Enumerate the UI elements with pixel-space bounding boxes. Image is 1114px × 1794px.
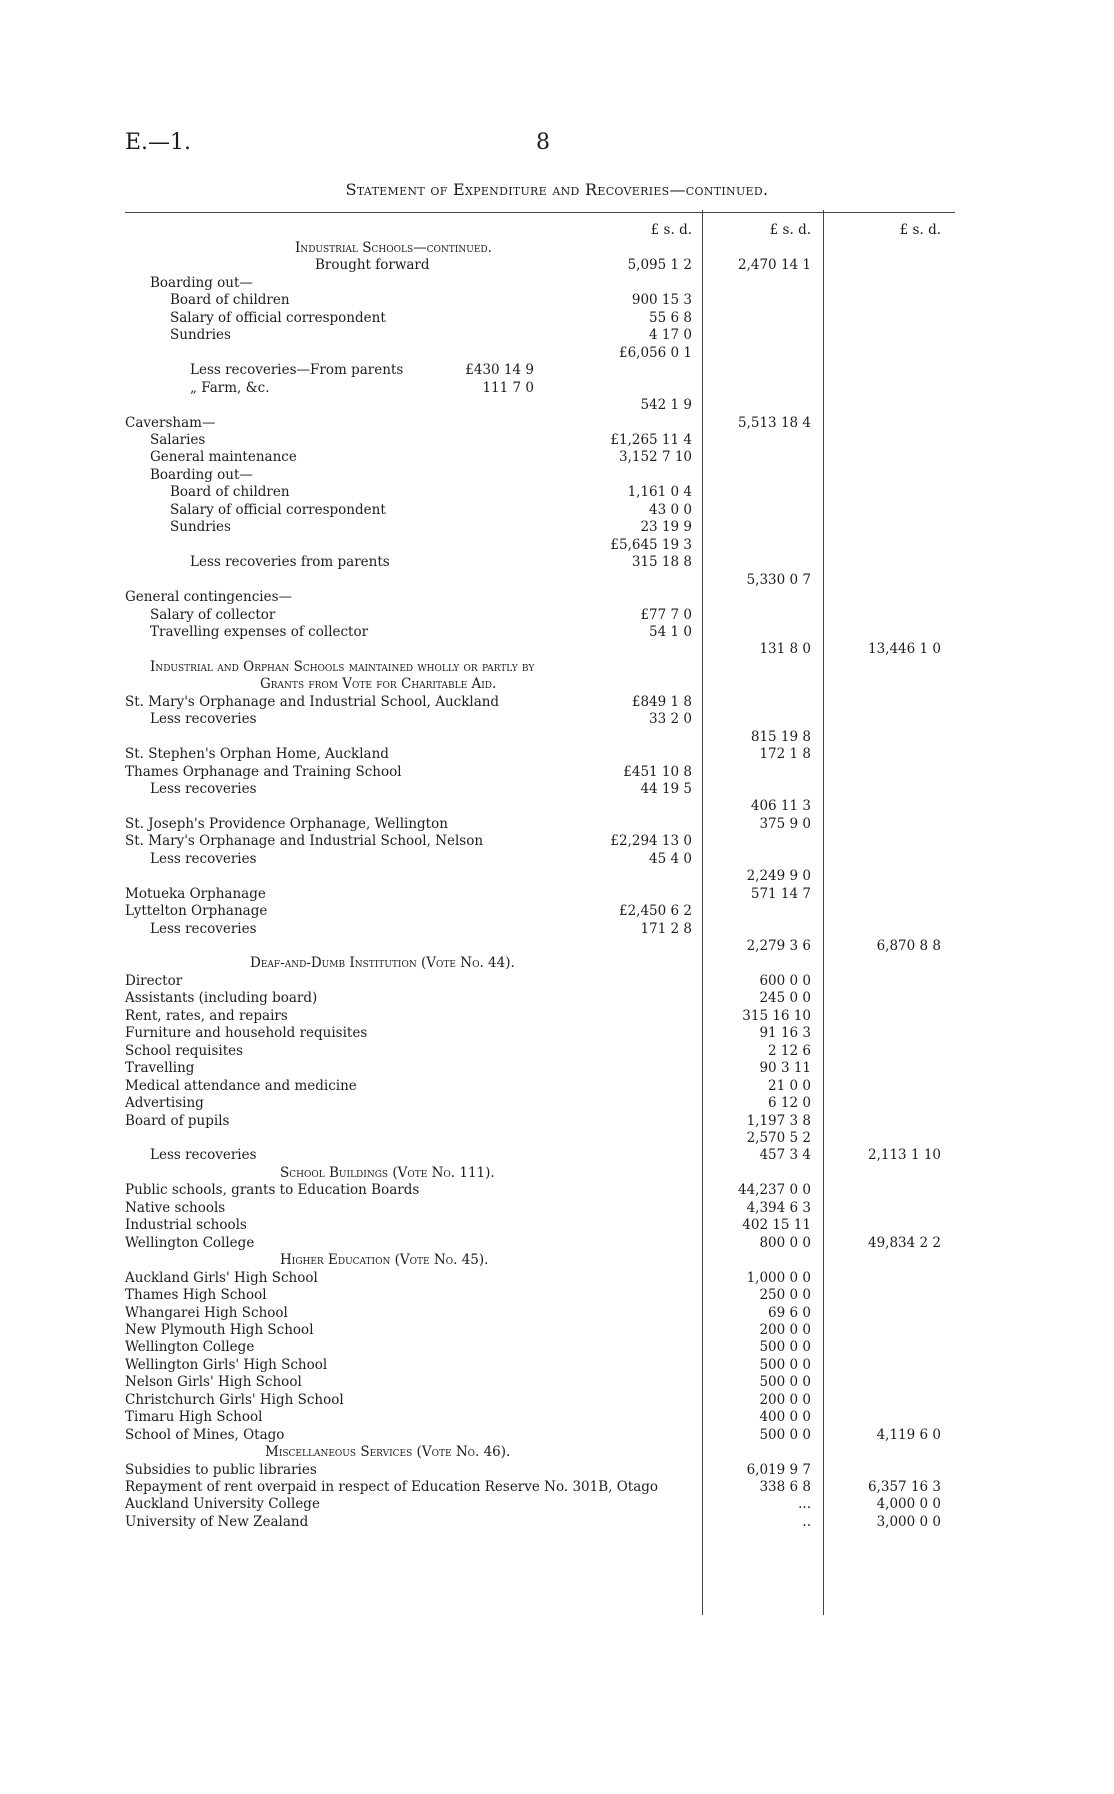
- row-label: „ Farm, &c.: [190, 379, 270, 396]
- table-row: [0, 1182, 1114, 1199]
- page-number: 8: [536, 130, 550, 155]
- amount-col-1: 542 1 9: [640, 397, 692, 413]
- table-row: [0, 729, 1114, 746]
- currency-header-col-1: £ s. d.: [650, 222, 692, 238]
- table-row: [0, 1392, 1114, 1409]
- row-label: Board of children: [170, 292, 290, 309]
- table-row: [0, 240, 1114, 257]
- amount-col-1: 900 15 3: [631, 292, 692, 309]
- amount-col-1: £2,294 13 0: [610, 833, 692, 850]
- currency-header-col-2: £ s. d.: [769, 222, 811, 238]
- row-label: Salary of official correspondent: [170, 309, 386, 326]
- amount-col-1: £849 1 8: [631, 693, 692, 710]
- table-row: [0, 851, 1114, 868]
- table-row: [0, 1252, 1114, 1269]
- row-label: Advertising: [125, 1095, 204, 1111]
- table-row: [0, 990, 1114, 1007]
- table-row: [0, 886, 1114, 903]
- amount-col-2: 245 0 0: [759, 990, 811, 1007]
- amount-col-2: 90 3 11: [759, 1060, 811, 1077]
- row-label: Travelling: [125, 1060, 195, 1077]
- amount-col-1: 55 6 8: [649, 309, 692, 326]
- row-label: Wellington Girls' High School: [125, 1356, 328, 1373]
- table-row: [0, 659, 1114, 676]
- table-row: [0, 746, 1114, 763]
- table-row: [0, 257, 1114, 274]
- row-label: Nelson Girls' High School: [125, 1374, 302, 1391]
- table-row: [0, 833, 1114, 850]
- row-label: Public schools, grants to Education Boards: [125, 1182, 420, 1199]
- amount-col-2: 406 11 3: [750, 798, 811, 815]
- row-label: Less recoveries: [150, 780, 257, 797]
- amount-col-2: 21 0 0: [768, 1077, 811, 1094]
- amount-col-1: £77 7 0: [640, 606, 692, 623]
- row-label: New Plymouth High School: [125, 1321, 314, 1338]
- amount-col-2: 375 9 0: [759, 815, 811, 832]
- table-row: [0, 781, 1114, 798]
- row-label: Assistants (including board): [125, 990, 318, 1007]
- amount-col-2: 800 0 0: [759, 1234, 811, 1251]
- table-row: [0, 397, 1114, 414]
- amount-col-2: 2 12 6: [768, 1042, 811, 1059]
- row-label: St. Stephen's Orphan Home, Auckland: [125, 746, 389, 762]
- amount-col-3: 6,870 8 8: [876, 938, 941, 954]
- table-row: [0, 519, 1114, 536]
- row-label: St. Mary's Orphanage and Industrial School, Nelson: [125, 833, 484, 850]
- table-row: [0, 1008, 1114, 1025]
- row-label: Salary of official correspondent: [170, 501, 386, 518]
- amount-col-1: 43 0 0: [649, 501, 692, 518]
- amount-col-2: 2,570 5 2: [746, 1129, 811, 1146]
- table-row: [0, 449, 1114, 466]
- table-row: [0, 1374, 1114, 1391]
- amount-col-2: 2,249 9 0: [746, 868, 811, 885]
- row-label: Less recoveries—From parents: [190, 362, 404, 379]
- amount-col-2: 402 15 11: [742, 1217, 811, 1234]
- amount-col-2: 5,513 18 4: [738, 414, 811, 431]
- amount-col-1: 45 4 0: [649, 850, 692, 867]
- row-label: Director: [125, 972, 183, 989]
- amount-col-2: 815 19 8: [750, 728, 811, 745]
- row-label: Wellington College: [125, 1234, 255, 1251]
- table-row: [0, 572, 1114, 589]
- table-row: [0, 554, 1114, 571]
- row-label: Industrial schools: [125, 1217, 247, 1234]
- table-row: [0, 1427, 1114, 1444]
- amount-col-3: 4,119 6 0: [876, 1426, 941, 1443]
- table-row: [0, 1130, 1114, 1147]
- row-label: Brought forward: [315, 257, 430, 274]
- row-label: Board of children: [170, 484, 290, 501]
- row-label: School requisites: [125, 1042, 244, 1059]
- currency-header-col-3: £ s. d.: [899, 222, 941, 238]
- amount-col-2: 500 0 0: [759, 1339, 811, 1356]
- table-row: [0, 345, 1114, 362]
- amount-col-2: 250 0 0: [759, 1287, 811, 1303]
- row-label: Travelling expenses of collector: [150, 623, 369, 640]
- row-label: Whangarei High School: [125, 1304, 288, 1321]
- table-row: [0, 310, 1114, 327]
- amount-col-1: 44 19 5: [640, 780, 692, 797]
- report-reference: E.—1.: [125, 130, 192, 155]
- amount-col-2: 44,237 0 0: [738, 1182, 811, 1199]
- row-label: Motueka Orphanage: [125, 885, 266, 902]
- row-label: General contingencies—: [125, 589, 293, 605]
- amount-col-2: 5,330 0 7: [746, 571, 811, 588]
- amount-col-1: £451 10 8: [623, 763, 692, 780]
- row-label: Christchurch Girls' High School: [125, 1391, 344, 1408]
- table-row: [0, 641, 1114, 658]
- row-label: Furniture and household requisites: [125, 1025, 368, 1042]
- row-label: Wellington College: [125, 1339, 255, 1356]
- amount-col-1: 33 2 0: [649, 711, 692, 728]
- table-row: [0, 624, 1114, 641]
- table-row: [0, 1235, 1114, 1252]
- amount-col-2: 200 0 0: [759, 1321, 811, 1338]
- section-heading: Grants from Vote for Charitable Aid.: [260, 676, 497, 693]
- amount-col-1: 5,095 1 2: [627, 257, 692, 274]
- table-row: [0, 798, 1114, 815]
- table-row: [0, 955, 1114, 972]
- amount-col-1: 1,161 0 4: [627, 484, 692, 501]
- section-heading: Miscellaneous Services (Vote No. 46).: [265, 1444, 511, 1460]
- amount-col-1: 171 2 8: [640, 920, 692, 937]
- table-row: [0, 380, 1114, 397]
- table-row: [0, 694, 1114, 711]
- table-row: [0, 973, 1114, 990]
- table-row: [0, 764, 1114, 781]
- table-row: [0, 1496, 1114, 1513]
- amount-col-1: £1,265 11 4: [610, 431, 692, 448]
- table-row: [0, 1339, 1114, 1356]
- row-label: Auckland University College: [125, 1496, 320, 1513]
- table-row: [0, 868, 1114, 885]
- table-row: [0, 362, 1114, 379]
- row-label: Boarding out—: [150, 466, 253, 483]
- amount-col-3: 13,446 1 0: [868, 641, 941, 658]
- row-label: Timaru High School: [125, 1409, 263, 1426]
- table-row: [0, 1270, 1114, 1287]
- amount-col-2: 315 16 10: [742, 1007, 811, 1024]
- amount-col-2: 91 16 3: [759, 1025, 811, 1042]
- section-heading: Deaf-and-Dumb Institution (Vote No. 44).: [250, 955, 515, 972]
- table-row: [0, 1165, 1114, 1182]
- row-label: Less recoveries: [150, 920, 257, 937]
- table-row: [0, 275, 1114, 292]
- row-label: Rent, rates, and repairs: [125, 1007, 288, 1024]
- recovery-detail-amount: £430 14 9: [465, 362, 534, 379]
- table-row: [0, 1060, 1114, 1077]
- amount-col-1: 23 19 9: [640, 519, 692, 536]
- amount-col-2: 500 0 0: [759, 1356, 811, 1373]
- amount-col-2: 69 6 0: [768, 1304, 811, 1321]
- amount-col-2: 172 1 8: [759, 746, 811, 762]
- table-row: [0, 1357, 1114, 1374]
- row-label: Less recoveries: [150, 711, 257, 728]
- table-row: [0, 607, 1114, 624]
- amount-col-2: 2,279 3 6: [746, 938, 811, 954]
- table-row: [0, 816, 1114, 833]
- amount-col-2: 500 0 0: [759, 1374, 811, 1391]
- amount-col-2: 400 0 0: [759, 1409, 811, 1426]
- table-row: [0, 502, 1114, 519]
- table-row: [0, 903, 1114, 920]
- table-row: [0, 1078, 1114, 1095]
- top-rule: [125, 212, 955, 213]
- amount-col-2: 2,470 14 1: [738, 257, 811, 274]
- section-heading: Industrial Schools—continued.: [295, 240, 492, 256]
- amount-col-2: 571 14 7: [750, 885, 811, 902]
- row-label: Sundries: [170, 327, 231, 344]
- amount-col-3: 2,113 1 10: [868, 1147, 941, 1164]
- row-label: Less recoveries from parents: [190, 554, 390, 571]
- row-label: Boarding out—: [150, 274, 253, 291]
- amount-col-1: £6,056 0 1: [619, 344, 692, 361]
- table-row: [0, 589, 1114, 606]
- table-row: [0, 415, 1114, 432]
- row-label: Thames Orphanage and Training School: [125, 763, 402, 780]
- amount-col-1: 4 17 0: [649, 327, 692, 344]
- table-row: [0, 1025, 1114, 1042]
- table-row: [0, 1514, 1114, 1531]
- section-heading: Industrial and Orphan Schools maintained wholly or partly by: [150, 658, 535, 675]
- row-label: Auckland Girls' High School: [125, 1269, 318, 1286]
- table-row: [0, 921, 1114, 938]
- section-heading: Higher Education (Vote No. 45).: [280, 1252, 489, 1269]
- table-row: [0, 1200, 1114, 1217]
- amount-col-2: 131 8 0: [759, 641, 811, 658]
- amount-col-1: 54 1 0: [649, 623, 692, 640]
- row-label: Salary of collector: [150, 606, 276, 623]
- amount-col-2: 6,019 9 7: [746, 1461, 811, 1478]
- amount-col-1: £2,450 6 2: [619, 903, 692, 920]
- row-label: Repayment of rent overpaid in respect of Education Reserve No. 301B, Otago: [125, 1479, 659, 1495]
- table-row: [0, 711, 1114, 728]
- row-label: Sundries: [170, 519, 231, 536]
- amount-col-2: ...: [798, 1496, 811, 1513]
- row-label: Less recoveries: [150, 1147, 257, 1164]
- amount-col-2: 600 0 0: [759, 972, 811, 989]
- row-label: School of Mines, Otago: [125, 1426, 285, 1443]
- row-label: Subsidies to public libraries: [125, 1461, 317, 1478]
- amount-col-3: 4,000 0 0: [876, 1496, 941, 1513]
- amount-col-2: 1,197 3 8: [746, 1112, 811, 1129]
- amount-col-2: 4,394 6 3: [746, 1199, 811, 1216]
- recovery-detail-amount: 111 7 0: [482, 379, 534, 396]
- table-row: [0, 484, 1114, 501]
- table-row: [0, 467, 1114, 484]
- table-row: [0, 327, 1114, 344]
- table-row: [0, 1147, 1114, 1164]
- table-row: [0, 537, 1114, 554]
- row-label: Thames High School: [125, 1287, 267, 1303]
- row-label: Lyttelton Orphanage: [125, 903, 268, 920]
- table-row: [0, 1217, 1114, 1234]
- table-row: [0, 1409, 1114, 1426]
- amount-col-2: ..: [802, 1513, 811, 1530]
- amount-col-2: 6 12 0: [768, 1095, 811, 1111]
- amount-col-3: 3,000 0 0: [876, 1513, 941, 1530]
- amount-col-1: 3,152 7 10: [619, 449, 692, 466]
- table-row: [0, 938, 1114, 955]
- row-label: Board of pupils: [125, 1112, 230, 1129]
- row-label: St. Mary's Orphanage and Industrial School, Auckland: [125, 693, 500, 710]
- row-label: Native schools: [125, 1199, 226, 1216]
- amount-col-3: 6,357 16 3: [868, 1479, 941, 1495]
- amount-col-2: 457 3 4: [759, 1147, 811, 1164]
- table-row: [0, 292, 1114, 309]
- row-label: Salaries: [150, 431, 206, 448]
- table-row: [0, 1444, 1114, 1461]
- row-label: St. Joseph's Providence Orphanage, Wellington: [125, 815, 448, 832]
- table-row: [0, 1305, 1114, 1322]
- amount-col-2: 200 0 0: [759, 1391, 811, 1408]
- table-row: [0, 676, 1114, 693]
- row-label: University of New Zealand: [125, 1513, 309, 1530]
- table-row: [0, 1322, 1114, 1339]
- table-row: [0, 1095, 1114, 1112]
- amount-col-2: 1,000 0 0: [746, 1269, 811, 1286]
- row-label: Medical attendance and medicine: [125, 1077, 357, 1094]
- amount-col-2: 338 6 8: [759, 1479, 811, 1495]
- amount-col-2: 500 0 0: [759, 1426, 811, 1443]
- row-label: Less recoveries: [150, 850, 257, 867]
- table-row: [0, 1113, 1114, 1130]
- table-row: [0, 432, 1114, 449]
- table-row: [0, 1462, 1114, 1479]
- table-row: [0, 1043, 1114, 1060]
- amount-col-1: £5,645 19 3: [610, 536, 692, 553]
- row-label: General maintenance: [150, 449, 297, 466]
- amount-col-3: 49,834 2 2: [868, 1234, 941, 1251]
- section-heading: School Buildings (Vote No. 111).: [280, 1164, 495, 1181]
- table-row: [0, 1479, 1114, 1496]
- page-title: Statement of Expenditure and Recoveries—continued.: [345, 180, 769, 199]
- table-row: [0, 1287, 1114, 1304]
- row-label: Caversham—: [125, 414, 216, 431]
- amount-col-1: 315 18 8: [631, 554, 692, 571]
